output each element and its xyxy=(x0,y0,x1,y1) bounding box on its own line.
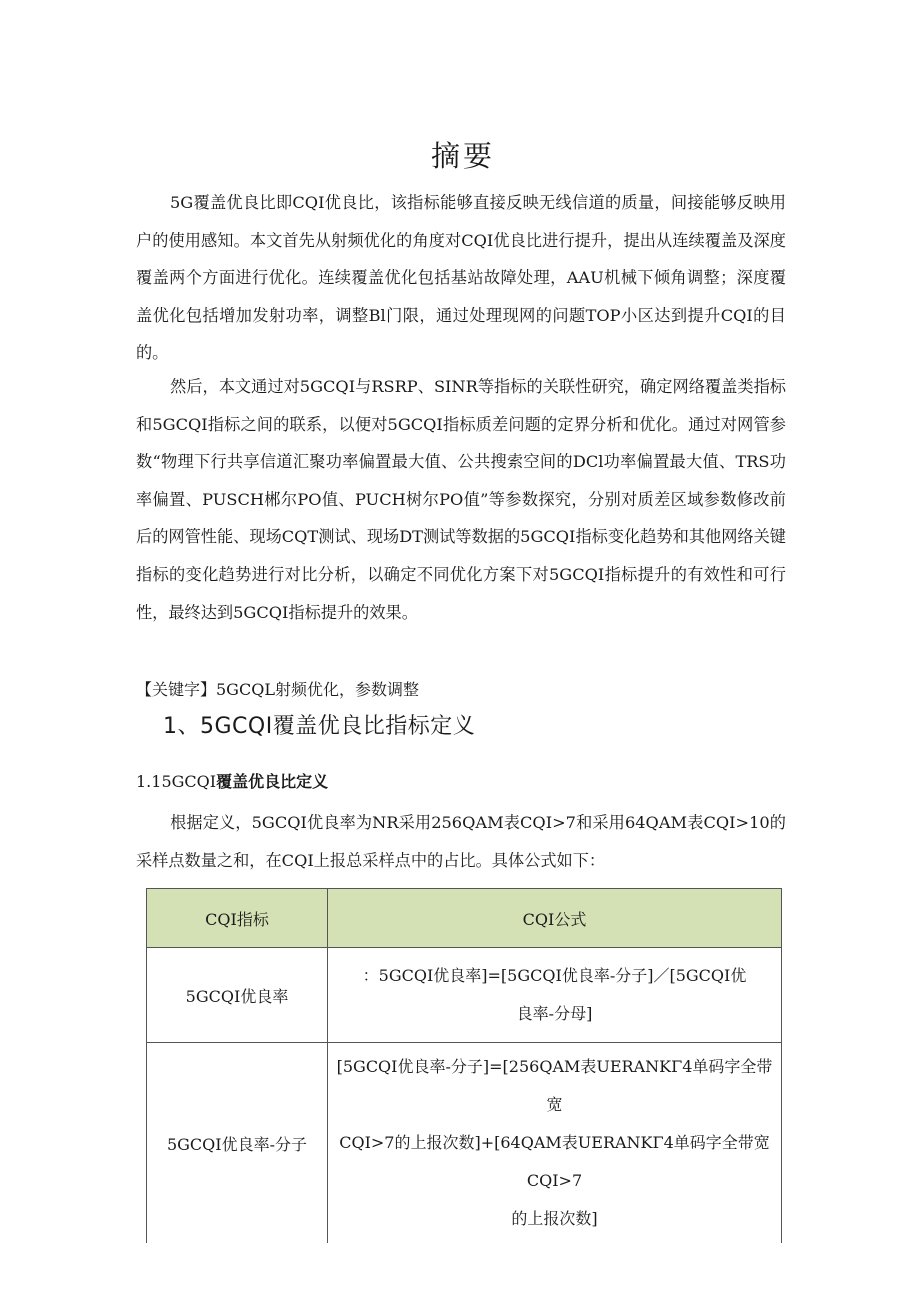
abstract-paragraph-1-text: 5G覆盖优良比即CQI优良比，该指标能够直接反映无线信道的质量，间接能够反映用户的使用感知。本文首先从射频优化的角度对CQI优良比进行提升，提出从连续覆盖及深度覆盖两个方面进行优化。连续覆盖优化包括基站故障处理，AAU机械下倾角调整；深度覆盖优化包括增加发射功率，调整Bl门限，通过处理现网的问题TOP小区达到提升CQI的目的。 xyxy=(136,193,786,363)
table-row xyxy=(147,1043,782,1244)
subsection-number: 1.15GCQI xyxy=(136,772,217,791)
cqi-definition-table xyxy=(146,888,782,1243)
formula-line: ：5GCQI优良率]=[5GCQI优良率-分子]／[5GCQI优 xyxy=(362,966,747,985)
formula-line: 的上报次数] xyxy=(511,1209,598,1228)
table-header-cell: CQI指标 xyxy=(147,889,328,948)
table-header-cell: CQI公式 xyxy=(328,889,782,948)
keywords-line: 【关键字】5GCQL射频优化，参数调整 xyxy=(136,680,419,699)
abstract-paragraph-2-text: 然后，本文通过对5GCQI与RSRP、SINR等指标的关联性研究，确定网络覆盖类指标和5GCQI指标之间的联系，以便对5GCQI指标质差问题的定界分析和优化。通过对网管参数“物理下行共享信道汇聚功率偏置最大值、公共搜索空间的DCl功率偏置最大值、TRS功率偏置、PUSCH郴尔PO值、PUCH树尔PO值”等参数探究，分别对质差区域参数修改前后的网管性能、现场CQT测试、现场DT测试等数据的5GCQI指标变化趋势和其他网络关键指标的变化趋势进行对比分析，以确定不同优化方案下对5GCQI指标提升的有效性和可行性，最终达到5GCQI指标提升的效果。 xyxy=(136,377,786,622)
table-row xyxy=(147,948,782,1043)
abstract-paragraph-2 xyxy=(136,368,786,631)
table-header-row xyxy=(147,889,782,948)
table-cell-indicator: 5GCQI优良率 xyxy=(147,948,328,1043)
definition-paragraph xyxy=(136,804,786,879)
formula-line: [5GCQI优良率-分子]=[256QAM表UERANKΓ4单码字全带宽 xyxy=(336,1057,773,1114)
abstract-paragraph-1 xyxy=(136,184,786,372)
formula-line: 良率-分母] xyxy=(516,1004,593,1023)
table-cell-formula xyxy=(328,948,782,1043)
page-title: 摘要 xyxy=(430,139,495,173)
definition-paragraph-text: 根据定义，5GCQI优良率为NR采用256QAM表CQI>7和采用64QAM表CQI>10的采样点数量之和，在CQI上报总采样点中的占比。具体公式如下： xyxy=(136,813,786,870)
subsection-heading xyxy=(136,768,328,796)
formula-line: CQI>7的上报次数]+[64QAM表UERANKΓ4单码字全带宽CQI>7 xyxy=(339,1133,770,1190)
subsection-title: 覆盖优良比定义 xyxy=(216,772,329,791)
section-heading: 1、5GCQI覆盖优良比指标定义 xyxy=(163,714,476,739)
table-cell-formula xyxy=(328,1043,782,1244)
table-cell-indicator: 5GCQI优良率-分子 xyxy=(147,1043,328,1244)
